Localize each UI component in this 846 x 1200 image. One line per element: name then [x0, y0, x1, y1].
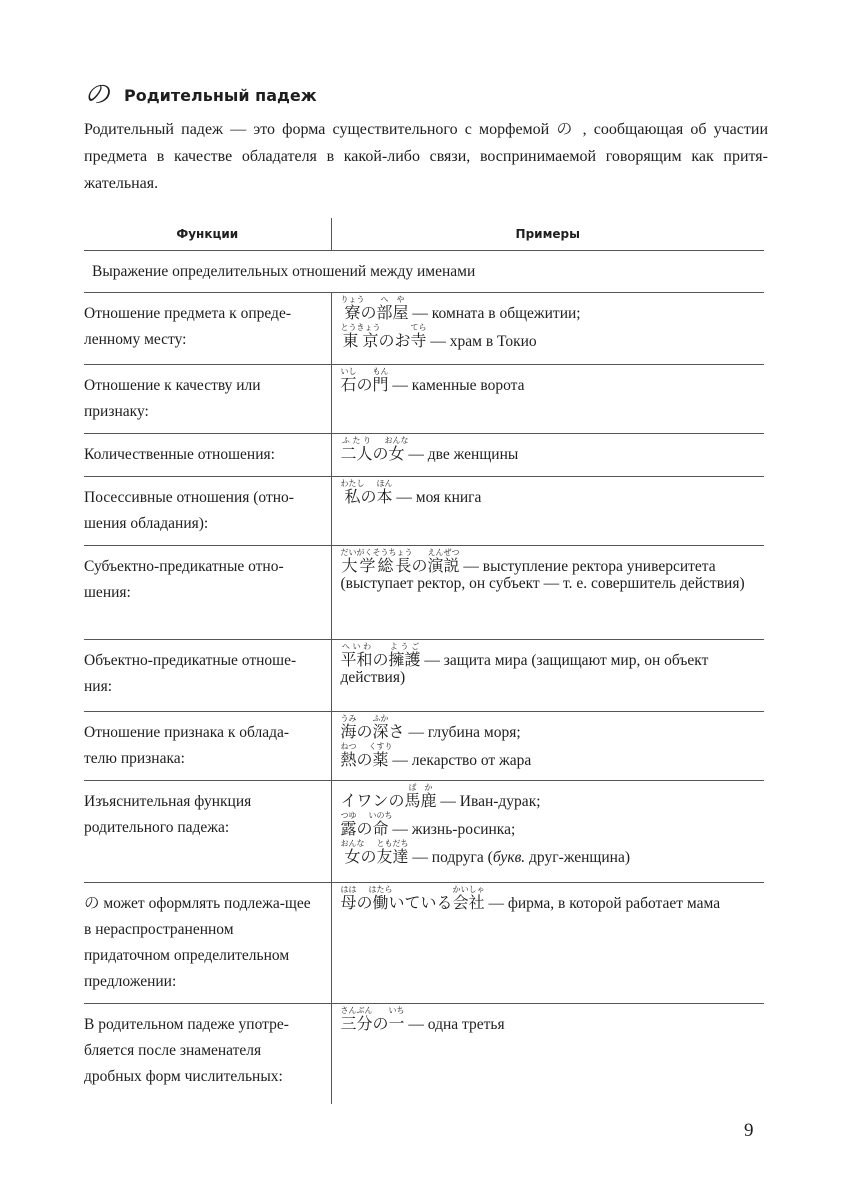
example-line — [341, 811, 765, 838]
example-line — [341, 295, 765, 322]
example-line — [341, 885, 765, 912]
japanese-phrase — [340, 479, 393, 506]
table-row — [84, 434, 764, 477]
table-row — [84, 365, 764, 434]
function-cell: Объектно-предикатные отноше-ния: — [84, 640, 331, 712]
kanji-with-furigana — [340, 548, 413, 575]
kana: の — [356, 750, 373, 769]
examples-cell — [331, 546, 764, 640]
kanji: 会社 — [452, 893, 485, 912]
function-cell: В родительном падеже употре-бляется после знаменателя дробных форм числительных: — [84, 1016, 289, 1085]
kana: の — [372, 444, 389, 463]
table-row — [84, 781, 764, 883]
translation: — каменные ворота — [388, 377, 525, 394]
translation: — жизнь-росинка; — [388, 821, 516, 838]
translation: — две женщины — [404, 446, 519, 463]
kanji-with-furigana — [368, 811, 393, 838]
kanji-with-furigana — [404, 783, 437, 810]
kanji-with-furigana — [340, 811, 357, 838]
translation: — одна третья — [404, 1016, 505, 1033]
examples-cell — [331, 712, 764, 781]
kanji-with-furigana — [368, 885, 393, 912]
section-heading — [84, 78, 317, 112]
japanese-phrase — [340, 436, 409, 463]
kanji: 命 — [368, 819, 393, 838]
japanese-phrase — [340, 323, 427, 350]
kanji-with-furigana — [340, 839, 365, 866]
kana: の — [356, 375, 373, 394]
furigana: わたし — [340, 479, 365, 488]
translation: — храм в Токио — [426, 333, 537, 350]
example-line — [341, 783, 765, 810]
abbreviation-bukv: букв. — [492, 849, 526, 866]
furigana: りょう — [340, 295, 365, 304]
example-line — [341, 548, 765, 592]
japanese-phrase — [340, 295, 409, 322]
translation: — фирма, в которой работает мама — [484, 895, 721, 912]
kanji: 部屋 — [376, 303, 409, 322]
kanji-with-furigana — [372, 367, 389, 394]
intro-line: предмета в качестве обладателя в какой-либо связи, воспринимаемой говорящим как притя- — [84, 148, 768, 165]
examples-cell — [331, 477, 764, 546]
furigana: はは — [340, 885, 357, 894]
kanji-with-furigana — [368, 742, 393, 769]
kana: の — [411, 556, 428, 575]
kana: イワンの — [340, 791, 405, 810]
furigana: はたら — [368, 885, 393, 894]
japanese-phrase — [340, 548, 460, 575]
kana: の — [356, 819, 373, 838]
kanji-with-furigana — [427, 548, 460, 575]
furigana: ふたり — [340, 436, 373, 445]
function-cell: Изъяснительная функция родительного падежа: — [84, 781, 331, 883]
examples-cell — [331, 781, 764, 883]
furigana: ばか — [404, 783, 437, 792]
translation: — защита мира (защищают мир, он объект действия) — [340, 652, 709, 686]
translation: — выступление ректора университета (выступает ректор, он субъект — т. е. совершитель действия) — [340, 558, 745, 592]
kana: の — [360, 847, 377, 866]
kanji: 海 — [340, 722, 357, 741]
example-line — [341, 479, 765, 506]
kana: のお — [378, 331, 411, 350]
kanji-with-furigana — [388, 642, 421, 669]
kanji: 働 — [368, 893, 393, 912]
kanji: 寮 — [340, 303, 365, 322]
kanji-with-furigana — [340, 436, 373, 463]
kanji-with-furigana — [384, 436, 409, 463]
kana: いている — [388, 893, 453, 912]
function-cell: Отношение признака к облада-телю признака: — [84, 712, 331, 781]
header-functions: Функции — [84, 218, 331, 251]
kanji: 母 — [340, 893, 357, 912]
japanese-phrase — [340, 839, 409, 866]
table-row — [84, 883, 764, 1004]
kana: の — [360, 303, 377, 322]
kanji-with-furigana — [376, 479, 393, 506]
example-line — [341, 367, 765, 394]
japanese-phrase — [340, 811, 393, 838]
japanese-phrase — [340, 1006, 405, 1033]
section-label: Выражение определительных отношений между именами — [84, 251, 764, 293]
header-examples: Примеры — [331, 218, 764, 251]
examples-cell — [331, 640, 764, 712]
translation: — подруга (букв. друг-женщина) — [408, 849, 630, 866]
furigana: いのち — [368, 811, 393, 820]
table-row — [84, 1004, 764, 1104]
japanese-phrase — [340, 714, 405, 741]
examples-cell — [331, 365, 764, 434]
examples-cell — [331, 434, 764, 477]
kanji: 門 — [372, 375, 389, 394]
kanji-with-furigana — [340, 479, 365, 506]
kanji: 擁護 — [388, 650, 421, 669]
table-row — [84, 640, 764, 712]
furigana: へや — [376, 295, 409, 304]
furigana: うみ — [340, 714, 357, 723]
table-row — [84, 712, 764, 781]
kanji: 友達 — [376, 847, 409, 866]
furigana: ともだち — [376, 839, 409, 848]
japanese-phrase — [340, 642, 421, 669]
table-row — [84, 293, 764, 365]
furigana: ねつ — [340, 742, 357, 751]
table-row — [84, 546, 764, 640]
intro-line: Родительный падеж — это форма существительного с морфемой の , сообщающая об участии — [84, 121, 768, 138]
translation: — моя книга — [392, 489, 482, 506]
kanji: 平和 — [340, 650, 373, 669]
kanji-with-furigana — [340, 1006, 373, 1033]
furigana: いし — [340, 367, 357, 376]
kanji: 三分 — [340, 1014, 373, 1033]
intro-line: жательная. — [84, 175, 159, 192]
kanji: 露 — [340, 819, 357, 838]
kanji: 馬鹿 — [404, 791, 437, 810]
kanji: 深 — [372, 722, 389, 741]
kanji: 女 — [384, 444, 409, 463]
intro-paragraph — [84, 116, 768, 197]
furigana: つゆ — [340, 811, 357, 820]
table-header-row — [84, 218, 764, 251]
kanji-with-furigana — [340, 642, 373, 669]
kanji-with-furigana — [340, 295, 365, 322]
kana: の — [356, 722, 373, 741]
example-line — [341, 642, 765, 686]
table-row — [84, 477, 764, 546]
furigana: だいがくそうちょう — [340, 548, 413, 557]
kanji: 本 — [376, 487, 393, 506]
furigana: えんぜつ — [427, 548, 460, 557]
kanji: 女 — [340, 847, 365, 866]
kanji-with-furigana — [452, 885, 485, 912]
furigana: さんぶん — [340, 1006, 373, 1015]
kanji-with-furigana — [340, 323, 381, 350]
heading-title: Родительный падеж — [124, 85, 317, 105]
japanese-phrase — [340, 885, 485, 912]
furigana: ほん — [376, 479, 393, 488]
furigana: てら — [410, 323, 427, 332]
kanji: 一 — [388, 1014, 405, 1033]
kanji: 演説 — [427, 556, 460, 575]
kanji: 大学総長 — [340, 556, 413, 575]
kana: の — [360, 487, 377, 506]
example-line — [341, 436, 765, 463]
kanji-with-furigana — [388, 1006, 405, 1033]
example-line — [341, 714, 765, 741]
translation: — Иван-дурак; — [436, 793, 541, 810]
function-cell: Количественные отношения: — [84, 434, 331, 477]
function-cell: Отношение к качеству или признаку: — [84, 365, 331, 434]
kana: の — [372, 650, 389, 669]
function-cell: Посессивные отношения (отно-шения обладания): — [84, 477, 331, 546]
kana: さ — [388, 722, 405, 741]
furigana: へいわ — [340, 642, 373, 651]
furigana: ふか — [372, 714, 389, 723]
kanji: 私 — [340, 487, 365, 506]
kanji: 石 — [340, 375, 357, 394]
kanji-with-furigana — [340, 742, 357, 769]
kanji: 東京 — [340, 331, 381, 350]
furigana: おんな — [340, 839, 365, 848]
page-number: 9 — [744, 1120, 754, 1141]
translation: — глубина моря; — [404, 724, 521, 741]
kanji-with-furigana — [340, 714, 357, 741]
examples-cell — [331, 1004, 764, 1104]
japanese-phrase — [340, 367, 389, 394]
kana: の — [372, 1014, 389, 1033]
furigana: おんな — [384, 436, 409, 445]
furigana: とうきょう — [340, 323, 381, 332]
example-line — [341, 1006, 765, 1033]
kanji-with-furigana — [410, 323, 427, 350]
function-cell: の может оформлять подлежа-щее в нераспространенном придаточном определительном предложении: — [84, 883, 331, 1004]
example-line — [341, 839, 765, 866]
translation: — лекарство от жара — [388, 752, 532, 769]
kana: の — [356, 893, 373, 912]
kanji: 熱 — [340, 750, 357, 769]
kanji: 寺 — [410, 331, 427, 350]
kanji: 二人 — [340, 444, 373, 463]
examples-cell — [331, 883, 764, 1004]
no-particle-glyph: の — [84, 80, 111, 110]
translation: — комната в общежитии; — [408, 305, 581, 322]
kanji-with-furigana — [340, 885, 357, 912]
furigana: くすり — [368, 742, 393, 751]
section-row — [84, 251, 764, 293]
kanji-with-furigana — [340, 367, 357, 394]
kanji-with-furigana — [376, 295, 409, 322]
kanji: 薬 — [368, 750, 393, 769]
furigana: もん — [372, 367, 389, 376]
examples-cell — [331, 293, 764, 365]
function-cell: Отношение предмета к опреде-ленному месту: — [84, 293, 331, 365]
furigana: かいしゃ — [452, 885, 485, 894]
kanji-with-furigana — [376, 839, 409, 866]
kanji-with-furigana — [372, 714, 389, 741]
japanese-phrase — [340, 783, 437, 810]
furigana: いち — [388, 1006, 405, 1015]
function-cell: Субъектно-предикатные отно-шения: — [84, 546, 331, 640]
japanese-phrase — [340, 742, 393, 769]
furigana: ようご — [388, 642, 421, 651]
example-line — [341, 323, 765, 350]
genitive-functions-table — [84, 218, 764, 1104]
example-line — [341, 742, 765, 769]
